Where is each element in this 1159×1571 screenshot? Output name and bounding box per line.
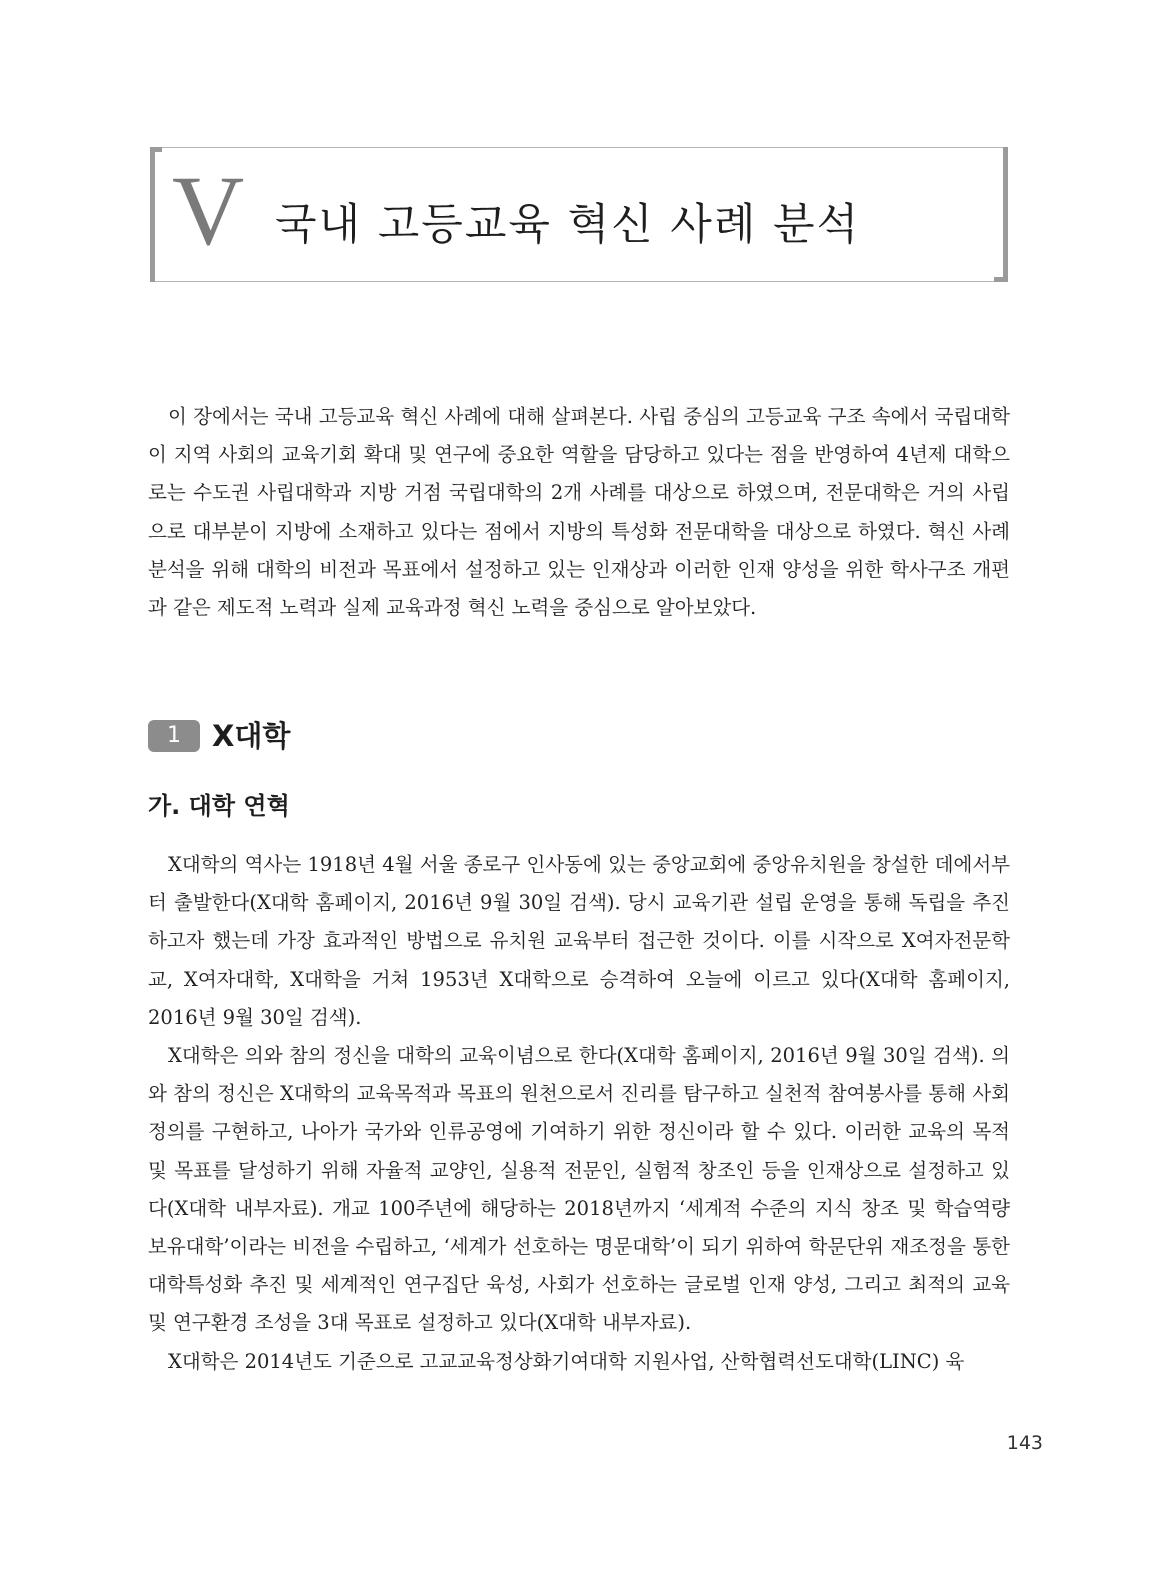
chapter-frame-top-rule <box>150 147 1008 148</box>
chapter-header <box>150 147 1008 282</box>
intro-paragraph: 이 장에서는 국내 고등교육 혁신 사례에 대해 살펴본다. 사립 중심의 고등교육 구조 속에서 국립대학이 지역 사회의 교육기회 확대 및 연구에 중요한 역할을 담당하고 있다는 점을 반영하여 4년제 대학으로는 수도권 사립대학과 지방 거점 국립대학의 2개 사례를 대상으로 하였으며, 전문대학은 거의 사립으로 대부분이 지방에 소재하고 있다는 점에서 지방의 특성화 전문대학을 대상으로 하였다. 혁신 사례 분석을 위해 대학의 비전과 목표에서 설정하고 있는 인재상과 이러한 인재 양성을 위한 학사구조 개편과 같은 제도적 노력과 실제 교육과정 혁신 노력을 중심으로 알아보았다. <box>148 405 1010 620</box>
page-number: 143 <box>1006 1432 1043 1454</box>
body-paragraph: X대학의 역사는 1918년 4월 서울 종로구 인사동에 있는 중앙교회에 중앙유치원을 창설한 데에서부터 출발한다(X대학 홈페이지, 2016년 9월 30일 검색). 당시 교육기관 설립 운영을 통해 독립을 추진하고자 했는데 가장 효과적인 방법으로 유치원 교육부터 접근한 것이다. 이를 시작으로 X여자전문학교, X여자대학, X대학을 거쳐 1953년 X대학으로 승격하여 오늘에 이르고 있다(X대학 홈페이지, 2016년 9월 30일 검색). <box>148 853 1010 1029</box>
chapter-frame-left-tick <box>150 147 162 152</box>
subsection-title: 가. 대학 연혁 <box>148 792 290 820</box>
chapter-numeral: V <box>172 155 245 266</box>
body-paragraph: X대학은 2014년도 기준으로 고교교육정상화기여대학 지원사업, 산학협력선도대학(LINC) 육 <box>168 1349 965 1373</box>
chapter-frame-left-bracket <box>150 147 155 282</box>
section-title: X대학 <box>212 719 291 753</box>
body-paragraph: X대학은 의와 참의 정신을 대학의 교육이념으로 한다(X대학 홈페이지, 2016년 9월 30일 검색). 의와 참의 정신은 X대학의 교육목적과 목표의 원천으로서 진리를 탐구하고 실천적 참여봉사를 통해 사회정의를 구현하고, 나아가 국가와 인류공영에 기여하기 위한 정신이라 할 수 있다. 이러한 교육의 목적 및 목표를 달성하기 위해 자율적 교양인, 실용적 전문인, 실험적 창조인 등을 인재상으로 설정하고 있다(X대학 내부자료). 개교 100주년에 해당하는 2018년까지 ‘세계적 수준의 지식 창조 및 학습역량 보유대학’이라는 비전을 수립하고, ‘세계가 선호하는 명문대학’이 되기 위하여 학문단위 재조정을 통한 대학특성화 추진 및 세계적인 연구집단 육성, 사회가 선호하는 글로벌 인재 양성, 그리고 최적의 교육 및 연구환경 조성을 3대 목표로 설정하고 있다(X대학 내부자료). <box>148 1044 1010 1335</box>
chapter-frame-bottom-rule <box>150 281 1008 282</box>
section-number-badge: 1 <box>148 720 200 752</box>
chapter-title: 국내 고등교육 혁신 사례 분석 <box>275 200 861 250</box>
body-text <box>148 846 1010 1381</box>
chapter-frame-right-bracket <box>1003 147 1008 282</box>
chapter-frame-right-tick <box>994 277 1008 282</box>
